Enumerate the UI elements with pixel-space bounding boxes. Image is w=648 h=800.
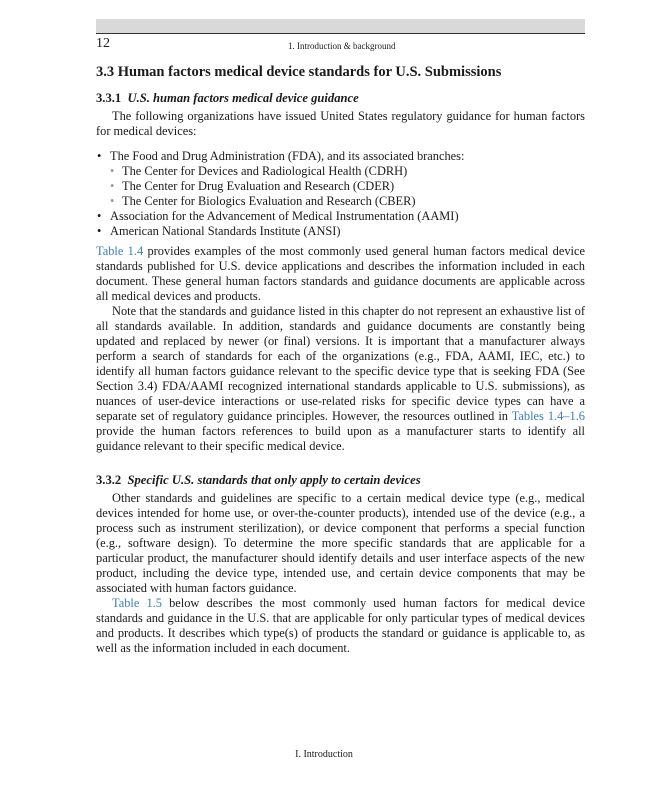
page-body (96, 62, 585, 656)
subsection-heading: U.S. human factors medical device guidance (127, 91, 359, 105)
spacer (96, 454, 585, 472)
paragraph-text: below describes the most commonly used human factors for medical device standards and guidance in the U.S. that are applicable for only particular types of medical devices and products. It describes which type(s) of products the standard or guidance is applicable to, as well as the information included in each document. (96, 596, 585, 655)
list-item: • The Center for Devices and Radiological Health (CDRH) (96, 164, 585, 179)
page-number: 12 (96, 36, 110, 51)
subsection-number: 3.3.2 (96, 473, 122, 487)
paragraph-table-1-5 (96, 596, 585, 656)
subsection-number: 3.3.1 (96, 91, 122, 105)
paragraph-text: provides examples of the most commonly used general human factors medical device standards published for U.S. device applications and describes the information included in each document. These general human factors standards and guidance documents are applicable across all medical devices and products. (96, 244, 585, 303)
paragraph-table-1-4 (96, 244, 585, 304)
page-footer: I. Introduction (295, 749, 353, 760)
paragraph-note (96, 304, 585, 454)
list-item: • The Center for Biologics Evaluation and Research (CBER) (96, 194, 585, 209)
header-bar (96, 19, 585, 33)
organization-list (96, 149, 585, 239)
subsection-heading: Specific U.S. standards that only apply to certain devices (127, 473, 421, 487)
table-1-4-link[interactable]: Table 1.4 (96, 244, 144, 258)
list-item: • The Center for Drug Evaluation and Research (CDER) (96, 179, 585, 194)
table-1-5-link[interactable]: Table 1.5 (112, 596, 162, 610)
paragraph-text: provide the human factors references to build upon as a manufacturer starts to identify all guidance relevant to their specific medical device. (96, 424, 585, 453)
subsection-title-3-3-1 (96, 90, 585, 106)
paragraph-intro: The following organizations have issued United States regulatory guidance for human factors for medical devices: (96, 109, 585, 138)
header-rule (96, 33, 585, 34)
running-head: 1. Introduction & background (288, 41, 396, 51)
paragraph-text: Note that the standards and guidance listed in this chapter do not represent an exhaustive list of all standards available. In addition, standards and guidance documents are constantly being updated and replaced by newer (or final) versions. It is important that a manufacturer always perform a search of standards for each of the organizations (e.g., FDA, AAMI, IEC, etc.) to identify all human factors guidance relevant to the specific device type that is seeking FDA (See Section 3.4) FDA/AAMI recognized international standards applicable to U.S. submissions), as nuances of user-device interactions or use-related risks for specific device types can have a separate set of regulatory guidance principles. However, the resources outlined in (96, 304, 585, 423)
paragraph-specific-standards: Other standards and guidelines are specific to a certain medical device type (e.g., medical devices intended for home use, or over-the-counter products), intended use of the device (e.g., a process such as instrument sterilization), or device component that performs a special function (e.g., software design). To determine the more specific standards that are applicable for a particular product, the manufacturer should identify details and user interface aspects of the new product, including the device type, intended use, and certain device components that may be associated with human factors guidance. (96, 491, 585, 595)
list-item: • Association for the Advancement of Medical Instrumentation (AAMI) (96, 209, 585, 224)
tables-1-4-1-6-link[interactable]: Tables 1.4–1.6 (511, 409, 585, 423)
list-item: • The Food and Drug Administration (FDA), and its associated branches: (96, 149, 585, 164)
section-title: 3.3 Human factors medical device standards for U.S. Submissions (96, 64, 502, 80)
list-item: • American National Standards Institute (ANSI) (96, 224, 585, 239)
subsection-title-3-3-2 (96, 472, 585, 488)
